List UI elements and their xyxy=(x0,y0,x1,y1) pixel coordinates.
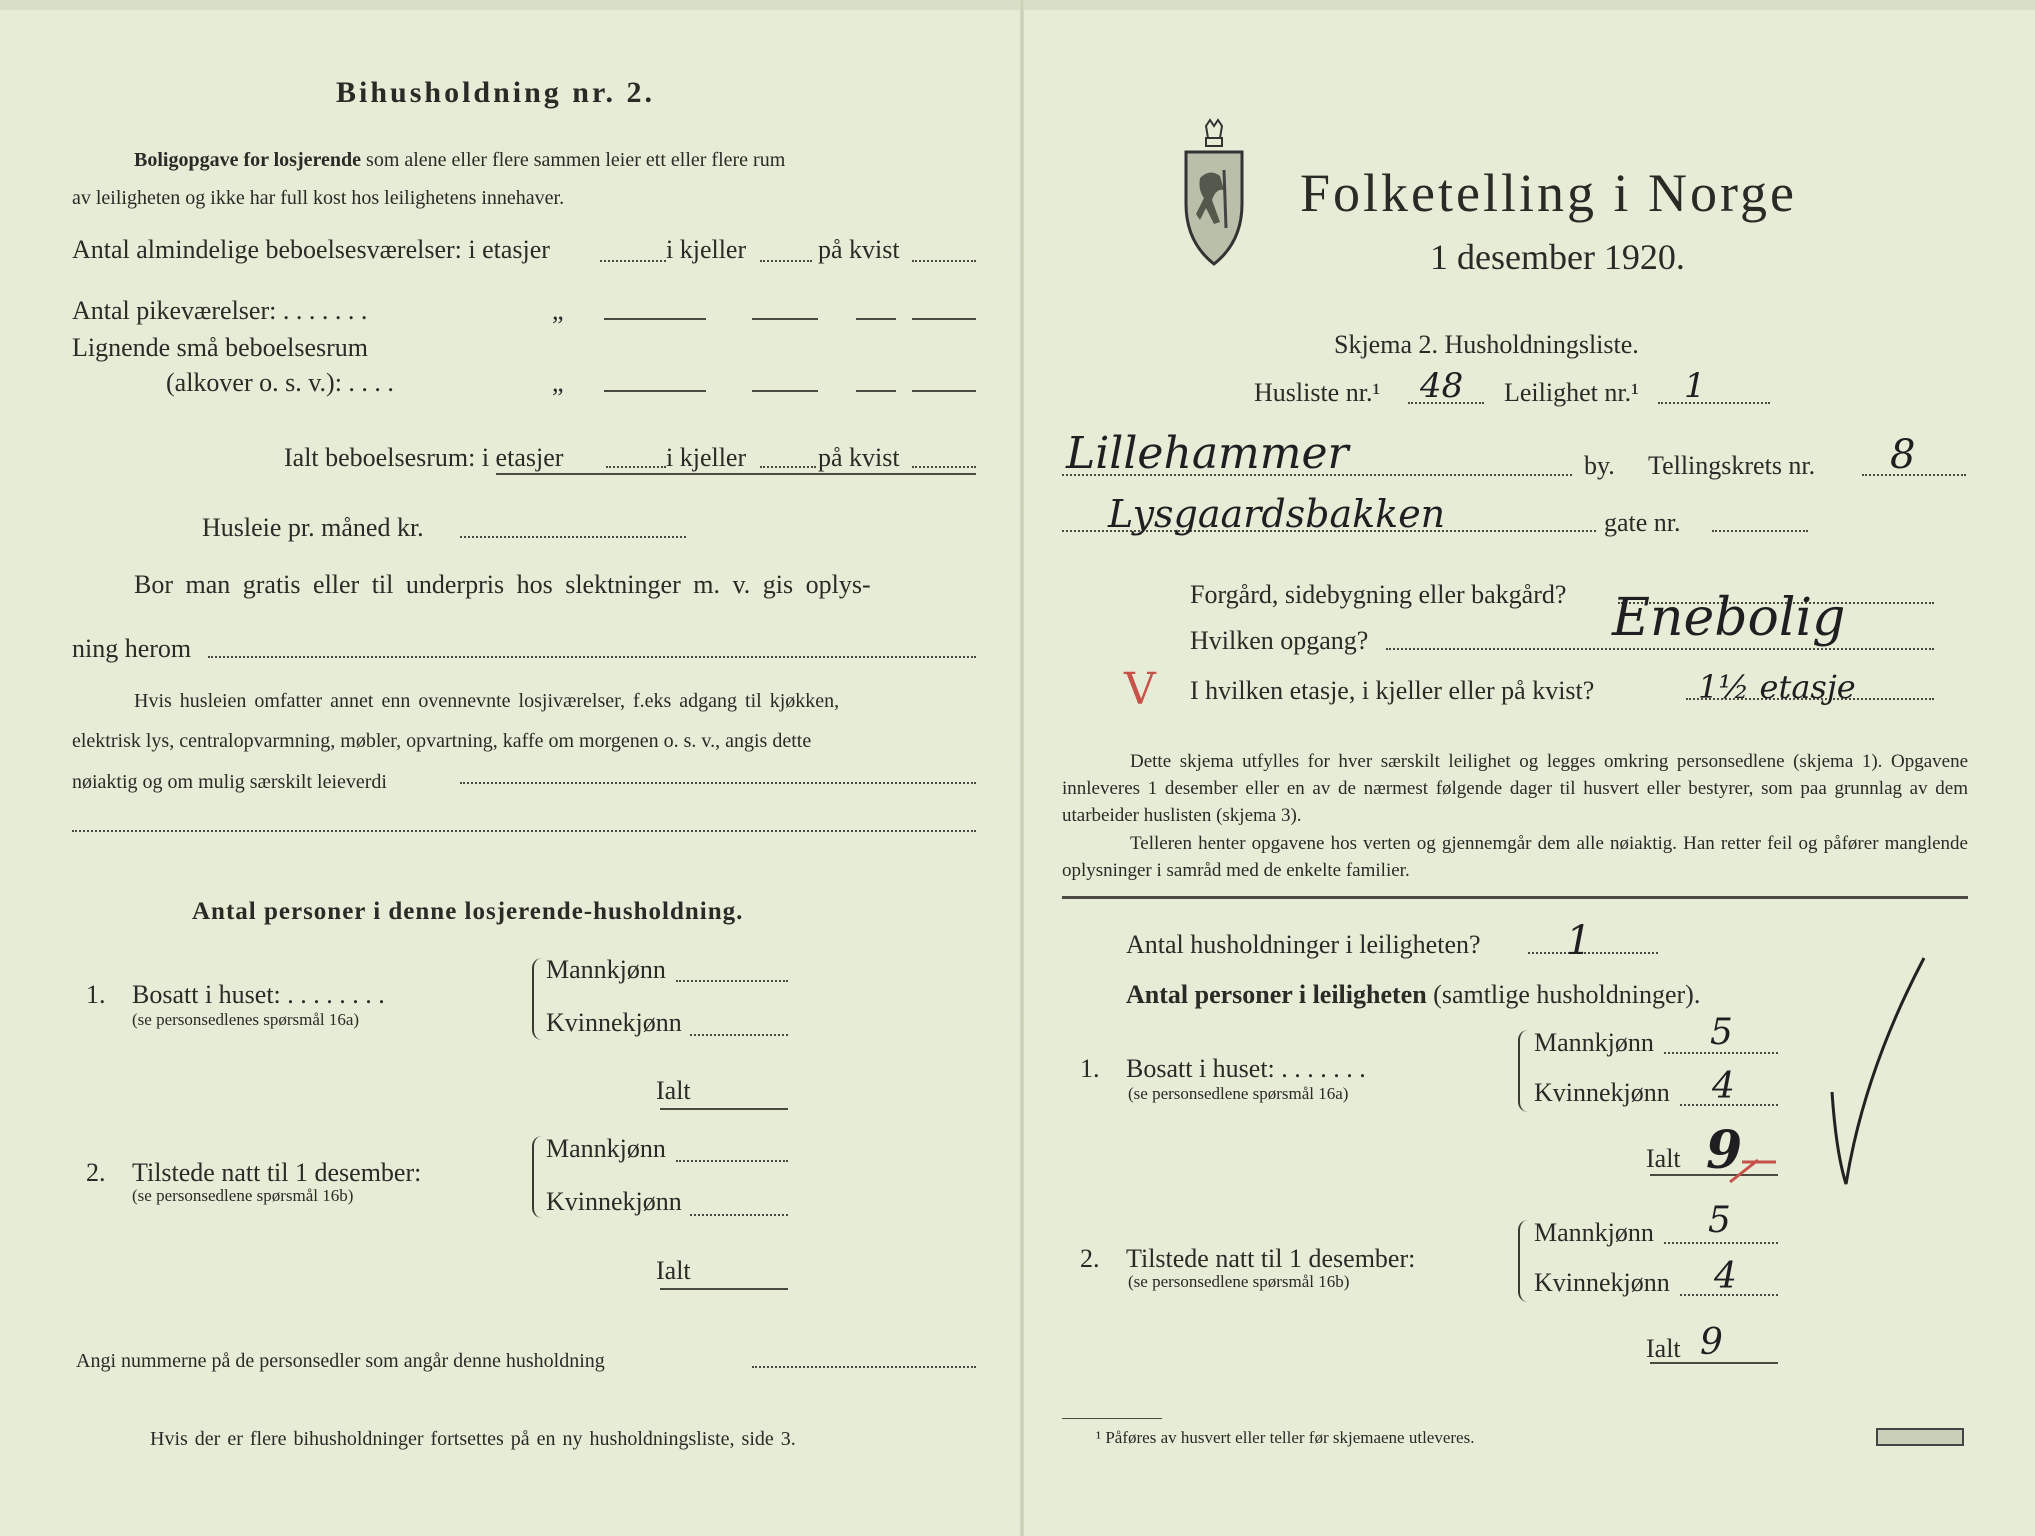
footnote-rule xyxy=(1062,1418,1162,1419)
small-rooms-label2: (alkover o. s. v.): . . . . xyxy=(166,368,394,397)
right-persons-heading xyxy=(1126,980,1700,1010)
by-value: Lillehammer xyxy=(1066,428,1349,479)
section-divider xyxy=(1062,896,1968,899)
etasje-label: I hvilken etasje, i kjeller eller på kvist? xyxy=(1190,676,1595,705)
info-paragraph-2: Telleren henter opgavene hos verten og gjennemgår dem alle nøiaktig. Han retter feil og påfører manglende oplysninger i samråd med de enkelte familier. xyxy=(1062,833,1968,881)
right-q1-label: Bosatt i huset: . . . . . . . xyxy=(1126,1054,1366,1083)
pike-field-2 xyxy=(752,318,818,320)
right-q1-mann: Mannkjønn xyxy=(1534,1028,1654,1057)
left-q2-brace xyxy=(532,1136,544,1218)
husholdninger-label: Antal husholdninger i leiligheten? xyxy=(1126,930,1481,959)
left-footer: Hvis der er flere bihusholdninger fortsettes på en ny husholdningsliste, side 3. xyxy=(150,1428,796,1450)
pike-field-3 xyxy=(856,318,896,320)
right-q2-brace xyxy=(1518,1220,1530,1302)
persons-heading-rest: (samtlige husholdninger). xyxy=(1433,980,1701,1009)
krets-value: 8 xyxy=(1890,432,1916,478)
hvis-line1: Hvis husleien omfatter annet enn ovennevnte losjiværelser, f.eks adgang til kjøkken, xyxy=(134,690,840,712)
left-q2-label: Tilstede natt til 1 desember: xyxy=(132,1158,422,1187)
printer-stamp xyxy=(1876,1428,1964,1446)
small-rooms-field-4 xyxy=(912,390,976,392)
left-q1-mann: Mannkjønn xyxy=(546,955,666,984)
rooms-kvist-label: på kvist xyxy=(818,235,900,264)
pike-ditto: „ xyxy=(552,296,564,325)
left-q2-mann-field xyxy=(676,1160,788,1162)
form-title: Folketelling i Norge xyxy=(1300,163,1797,223)
left-q2-sub: (se personsedlene spørsmål 16b) xyxy=(132,1186,354,1205)
opgang-field xyxy=(1386,648,1934,650)
left-intro-line1 xyxy=(134,149,785,172)
rooms-kvist-field xyxy=(912,260,976,262)
left-q2-num: 2. xyxy=(86,1158,106,1187)
leilighet-field xyxy=(1658,402,1770,404)
by-label: by. xyxy=(1584,451,1615,480)
schema-label: Skjema 2. Husholdningsliste. xyxy=(1334,330,1639,359)
right-q1-num: 1. xyxy=(1080,1054,1100,1083)
left-heading: Bihusholdning nr. 2. xyxy=(336,76,656,109)
rooms-kjeller-label: i kjeller xyxy=(666,235,747,264)
krets-label: Tellingskrets nr. xyxy=(1648,451,1816,480)
gate-label: gate nr. xyxy=(1604,508,1681,537)
forgard-label: Forgård, sidebygning eller bakgård? xyxy=(1190,580,1567,609)
ialt-underline xyxy=(496,473,976,475)
enebolig-value: Enebolig xyxy=(1612,588,1846,648)
right-q1-mann-value: 5 xyxy=(1710,1012,1733,1053)
small-rooms-ditto: „ xyxy=(552,368,564,397)
small-rooms-field-1 xyxy=(604,390,706,392)
right-q2-mann-value: 5 xyxy=(1708,1200,1731,1241)
right-q2-label: Tilstede natt til 1 desember: xyxy=(1126,1244,1416,1273)
bor-line2: ning herom xyxy=(72,634,192,663)
angi-label: Angi nummerne på de personsedler som angår denne husholdning xyxy=(76,1350,605,1372)
right-q2-ialt: Ialt xyxy=(1646,1334,1681,1363)
pike-field-1 xyxy=(604,318,706,320)
rooms-etasjer-field xyxy=(600,260,666,262)
husliste-value: 48 xyxy=(1420,366,1464,406)
right-q1-kvinne: Kvinnekjønn xyxy=(1534,1078,1670,1107)
gate-value: Lysgaardsbakken xyxy=(1108,492,1446,536)
ialt-rooms-label: Ialt beboelsesrum: i etasjer xyxy=(284,443,564,472)
left-q1-kvinne-field xyxy=(690,1034,788,1036)
right-q1-ialt-value: 9 xyxy=(1706,1120,1743,1181)
left-q1-label: Bosatt i huset: . . . . . . . . xyxy=(132,980,385,1009)
right-q1-sub: (se personsedlene spørsmål 16a) xyxy=(1128,1084,1349,1103)
left-q1-ialt-field xyxy=(660,1108,788,1110)
hvis-field-2 xyxy=(72,830,976,832)
red-check-mark: V xyxy=(1124,664,1156,715)
husleie-label: Husleie pr. måned kr. xyxy=(202,513,424,542)
info-paragraph-1: Dette skjema utfylles for hver særskilt leilighet og legges omkring personsedlene (skjema 1). Opgavene innleveres 1 desember eller en av de nærmest følgende dager til husvert eller bestyrer, som paa grunnlag av dem utarbeider huslisten (skjema 3). xyxy=(1062,751,1968,826)
right-q2-kvinne: Kvinnekjønn xyxy=(1534,1268,1670,1297)
hvis-field xyxy=(460,782,976,784)
left-q1-kvinne: Kvinnekjønn xyxy=(546,1008,682,1037)
left-q2-kvinne: Kvinnekjønn xyxy=(546,1187,682,1216)
left-q2-mann: Mannkjønn xyxy=(546,1134,666,1163)
ialt-kjeller-label: i kjeller xyxy=(666,443,747,472)
bor-field xyxy=(208,656,976,658)
hvis-line2: elektrisk lys, centralopvarmning, møbler, opvartning, kaffe om morgenen o. s. v., angis dette xyxy=(72,730,812,752)
persons-heading-bold: Antal personer i leiligheten xyxy=(1126,980,1427,1009)
left-q2-ialt-field xyxy=(660,1288,788,1290)
husliste-label: Husliste nr.¹ xyxy=(1254,378,1381,407)
ialt-kvist-field xyxy=(912,466,976,468)
left-q1-brace xyxy=(532,958,544,1040)
left-q2-ialt: Ialt xyxy=(656,1256,691,1285)
coat-of-arms-icon xyxy=(1176,118,1252,268)
left-q1-sub: (se personsedlenes spørsmål 16a) xyxy=(132,1010,360,1029)
hvis-line3: nøiaktig og om mulig særskilt leieverdi xyxy=(72,771,387,793)
right-q1-brace xyxy=(1518,1030,1530,1112)
intro-bold: Boligopgave for losjerende xyxy=(134,149,362,171)
husholdninger-field xyxy=(1528,952,1658,954)
rooms-label: Antal almindelige beboelsesværelser: i etasjer xyxy=(72,235,550,264)
left-q2-kvinne-field xyxy=(690,1214,788,1216)
husholdninger-value: 1 xyxy=(1566,918,1592,964)
form-date: 1 desember 1920. xyxy=(1430,237,1685,277)
page-fold xyxy=(1020,0,1024,1536)
intro-rest: som alene eller flere sammen leier ett eller flere rum xyxy=(366,149,786,171)
husleie-field xyxy=(460,536,686,538)
ialt-etasjer-field xyxy=(606,466,666,468)
small-rooms-label1: Lignende små beboelsesrum xyxy=(72,333,369,362)
right-q2-kvinne-value: 4 xyxy=(1714,1256,1737,1297)
paper-edge xyxy=(0,0,2035,10)
pike-field-4 xyxy=(912,318,976,320)
right-q2-ialt-value: 9 xyxy=(1700,1322,1723,1363)
pike-label: Antal pikeværelser: . . . . . . . xyxy=(72,296,368,325)
left-intro-line2: av leiligheten og ikke har full kost hos leilighetens innehaver. xyxy=(72,187,565,209)
small-rooms-field-2 xyxy=(752,390,818,392)
bor-line1: Bor man gratis eller til underpris hos slektninger m. v. gis oplys- xyxy=(134,570,871,599)
right-q2-mann-field xyxy=(1664,1242,1778,1244)
ialt-kvist-label: på kvist xyxy=(818,443,900,472)
footnote: ¹ Påføres av husvert eller teller før skjemaene utleveres. xyxy=(1096,1428,1475,1447)
left-persons-heading: Antal personer i denne losjerende-husholdning. xyxy=(192,898,744,925)
etasje-value: 1½ etasje xyxy=(1698,668,1856,706)
opgang-label: Hvilken opgang? xyxy=(1190,626,1369,655)
angi-field xyxy=(752,1366,976,1368)
rooms-kjeller-field xyxy=(760,260,812,262)
leilighet-value: 1 xyxy=(1684,366,1706,406)
leilighet-label: Leilighet nr.¹ xyxy=(1504,378,1639,407)
right-q2-sub: (se personsedlene spørsmål 16b) xyxy=(1128,1272,1350,1291)
small-rooms-field-3 xyxy=(856,390,896,392)
gate-nr-field xyxy=(1712,530,1808,532)
right-q2-mann: Mannkjønn xyxy=(1534,1218,1654,1247)
right-q1-ialt: Ialt xyxy=(1646,1144,1681,1173)
left-q1-mann-field xyxy=(676,980,788,982)
check-tick-icon xyxy=(1820,952,1930,1192)
red-correction-mark-icon xyxy=(1728,1156,1780,1186)
right-q2-num: 2. xyxy=(1080,1244,1100,1273)
left-q1-num: 1. xyxy=(86,980,106,1009)
left-q1-ialt: Ialt xyxy=(656,1076,691,1105)
right-q1-kvinne-value: 4 xyxy=(1712,1066,1735,1107)
ialt-kjeller-field xyxy=(760,466,816,468)
